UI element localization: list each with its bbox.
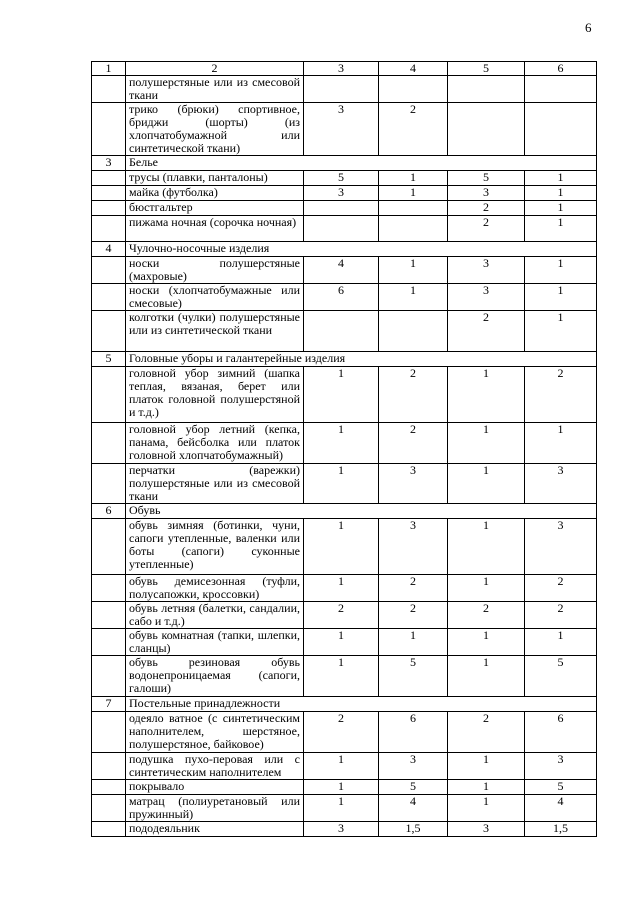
value-cell-col3 xyxy=(304,201,379,216)
value-cell-col5: 1 xyxy=(448,753,525,780)
table-row xyxy=(92,780,597,795)
value-cell-col4 xyxy=(379,76,448,103)
table-row xyxy=(92,103,597,156)
row-number-cell xyxy=(92,186,126,201)
value-cell-col5 xyxy=(448,103,525,156)
value-cell-col6: 1 xyxy=(525,186,597,201)
norms-table xyxy=(91,61,597,837)
table-row xyxy=(92,76,597,103)
value-cell-col5: 1 xyxy=(448,575,525,602)
item-name-cell: одеяло ватное (с синтетическим наполнителем, шерстяное, полушерстяное, байковое) xyxy=(126,712,304,753)
value-cell-col6: 1 xyxy=(525,311,597,352)
value-cell-col3: 2 xyxy=(304,712,379,753)
table-row xyxy=(92,201,597,216)
table-row xyxy=(92,367,597,423)
header-cell: 3 xyxy=(304,62,379,76)
value-cell-col6: 3 xyxy=(525,753,597,780)
value-cell-col3: 4 xyxy=(304,257,379,284)
row-number-cell xyxy=(92,822,126,837)
row-number-cell xyxy=(92,423,126,464)
item-name-cell: носки полушерстяные (махровые) xyxy=(126,257,304,284)
section-title: Белье xyxy=(126,156,597,171)
row-number-cell xyxy=(92,311,126,352)
value-cell-col3: 1 xyxy=(304,423,379,464)
value-cell-col3: 1 xyxy=(304,780,379,795)
value-cell-col3 xyxy=(304,311,379,352)
item-name-cell: майка (футболка) xyxy=(126,186,304,201)
header-cell: 6 xyxy=(525,62,597,76)
section-row xyxy=(92,156,597,171)
value-cell-col4: 2 xyxy=(379,423,448,464)
row-number-cell xyxy=(92,284,126,311)
value-cell-col4: 2 xyxy=(379,602,448,629)
row-number-cell xyxy=(92,780,126,795)
value-cell-col3: 1 xyxy=(304,629,379,656)
section-number: 6 xyxy=(92,504,126,519)
value-cell-col6 xyxy=(525,103,597,156)
table-row xyxy=(92,712,597,753)
value-cell-col3: 2 xyxy=(304,602,379,629)
item-name-cell: носки (хлопчатобумажные или смесовые) xyxy=(126,284,304,311)
value-cell-col3: 1 xyxy=(304,656,379,697)
row-number-cell xyxy=(92,76,126,103)
table-row xyxy=(92,464,597,504)
value-cell-col5: 1 xyxy=(448,795,525,822)
header-cell: 5 xyxy=(448,62,525,76)
value-cell-col4: 1 xyxy=(379,629,448,656)
value-cell-col3: 3 xyxy=(304,822,379,837)
section-title: Чулочно-носочные изделия xyxy=(126,242,597,257)
value-cell-col4: 1 xyxy=(379,171,448,186)
section-title: Обувь xyxy=(126,504,597,519)
table-row xyxy=(92,284,597,311)
value-cell-col3: 1 xyxy=(304,753,379,780)
value-cell-col4: 6 xyxy=(379,712,448,753)
value-cell-col4: 1,5 xyxy=(379,822,448,837)
value-cell-col6: 1 xyxy=(525,423,597,464)
value-cell-col5: 1 xyxy=(448,423,525,464)
table-row xyxy=(92,602,597,629)
table-row xyxy=(92,171,597,186)
section-row xyxy=(92,697,597,712)
table-row xyxy=(92,575,597,602)
value-cell-col5: 2 xyxy=(448,712,525,753)
section-row xyxy=(92,504,597,519)
table-row xyxy=(92,423,597,464)
row-number-cell xyxy=(92,464,126,504)
value-cell-col6: 1 xyxy=(525,284,597,311)
value-cell-col4: 1 xyxy=(379,257,448,284)
row-number-cell xyxy=(92,216,126,242)
row-number-cell xyxy=(92,656,126,697)
value-cell-col4 xyxy=(379,201,448,216)
value-cell-col6: 1 xyxy=(525,629,597,656)
row-number-cell xyxy=(92,519,126,575)
value-cell-col4: 4 xyxy=(379,795,448,822)
value-cell-col4: 2 xyxy=(379,103,448,156)
row-number-cell xyxy=(92,753,126,780)
table-row xyxy=(92,629,597,656)
value-cell-col4: 1 xyxy=(379,284,448,311)
value-cell-col4: 5 xyxy=(379,656,448,697)
value-cell-col6: 2 xyxy=(525,602,597,629)
value-cell-col5: 1 xyxy=(448,367,525,423)
item-name-cell: обувь летняя (балетки, сандалии, сабо и т.д.) xyxy=(126,602,304,629)
value-cell-col5: 3 xyxy=(448,186,525,201)
value-cell-col4: 3 xyxy=(379,753,448,780)
value-cell-col3 xyxy=(304,216,379,242)
value-cell-col6: 2 xyxy=(525,367,597,423)
value-cell-col4: 2 xyxy=(379,575,448,602)
value-cell-col5: 2 xyxy=(448,602,525,629)
row-number-cell xyxy=(92,171,126,186)
item-name-cell: перчатки (варежки) полушерстяные или из смесовой ткани xyxy=(126,464,304,504)
item-name-cell: головной убор летний (кепка, панама, бейсболка или платок головной хлопчатобумажный) xyxy=(126,423,304,464)
item-name-cell: обувь зимняя (ботинки, чуни, сапоги утепленные, валенки или боты (сапоги) суконные утепленные) xyxy=(126,519,304,575)
section-row xyxy=(92,352,597,367)
header-cell: 4 xyxy=(379,62,448,76)
value-cell-col3: 3 xyxy=(304,103,379,156)
value-cell-col5: 3 xyxy=(448,822,525,837)
header-cell: 1 xyxy=(92,62,126,76)
value-cell-col6: 1,5 xyxy=(525,822,597,837)
value-cell-col5: 1 xyxy=(448,629,525,656)
item-name-cell: полушерстяные или из смесовой ткани xyxy=(126,76,304,103)
value-cell-col6: 3 xyxy=(525,519,597,575)
value-cell-col5: 2 xyxy=(448,201,525,216)
header-cell: 2 xyxy=(126,62,304,76)
item-name-cell: пододеяльник xyxy=(126,822,304,837)
value-cell-col5: 1 xyxy=(448,519,525,575)
section-number: 5 xyxy=(92,352,126,367)
row-number-cell xyxy=(92,103,126,156)
value-cell-col4 xyxy=(379,216,448,242)
value-cell-col3: 1 xyxy=(304,464,379,504)
table-row xyxy=(92,753,597,780)
table-row xyxy=(92,822,597,837)
value-cell-col5: 5 xyxy=(448,171,525,186)
value-cell-col6: 2 xyxy=(525,575,597,602)
value-cell-col5: 1 xyxy=(448,656,525,697)
value-cell-col6: 1 xyxy=(525,257,597,284)
value-cell-col4 xyxy=(379,311,448,352)
item-name-cell: трико (брюки) спортивное, бриджи (шорты) (из хлопчатобумажной или синтетической ткани) xyxy=(126,103,304,156)
row-number-cell xyxy=(92,602,126,629)
value-cell-col6: 5 xyxy=(525,656,597,697)
section-title: Постельные принадлежности xyxy=(126,697,597,712)
value-cell-col5 xyxy=(448,76,525,103)
row-number-cell xyxy=(92,629,126,656)
value-cell-col6: 6 xyxy=(525,712,597,753)
item-name-cell: обувь комнатная (тапки, шлепки, сланцы) xyxy=(126,629,304,656)
table-row xyxy=(92,257,597,284)
section-title: Головные уборы и галантерейные изделия xyxy=(126,352,597,367)
row-number-cell xyxy=(92,201,126,216)
value-cell-col3: 6 xyxy=(304,284,379,311)
value-cell-col6: 1 xyxy=(525,201,597,216)
value-cell-col6 xyxy=(525,76,597,103)
value-cell-col6: 1 xyxy=(525,216,597,242)
value-cell-col3: 1 xyxy=(304,519,379,575)
section-number: 3 xyxy=(92,156,126,171)
section-number: 4 xyxy=(92,242,126,257)
value-cell-col6: 4 xyxy=(525,795,597,822)
row-number-cell xyxy=(92,575,126,602)
table-row xyxy=(92,216,597,242)
value-cell-col3 xyxy=(304,76,379,103)
value-cell-col3: 1 xyxy=(304,795,379,822)
table-header-row xyxy=(92,62,597,76)
page-number: 6 xyxy=(585,20,592,35)
item-name-cell: трусы (плавки, панталоны) xyxy=(126,171,304,186)
value-cell-col5: 2 xyxy=(448,311,525,352)
value-cell-col3: 1 xyxy=(304,367,379,423)
value-cell-col3: 3 xyxy=(304,186,379,201)
item-name-cell: обувь демисезонная (туфли, полусапожки, кроссовки) xyxy=(126,575,304,602)
item-name-cell: матрац (полиуретановый или пружинный) xyxy=(126,795,304,822)
table-row xyxy=(92,186,597,201)
value-cell-col4: 3 xyxy=(379,519,448,575)
value-cell-col5: 1 xyxy=(448,780,525,795)
section-number: 7 xyxy=(92,697,126,712)
item-name-cell: покрывало xyxy=(126,780,304,795)
value-cell-col4: 3 xyxy=(379,464,448,504)
value-cell-col5: 3 xyxy=(448,257,525,284)
item-name-cell: головной убор зимний (шапка теплая, вязаная, берет или платок головной полушерстяной и т.д.) xyxy=(126,367,304,423)
item-name-cell: колготки (чулки) полушерстяные или из синтетической ткани xyxy=(126,311,304,352)
item-name-cell: бюстгальтер xyxy=(126,201,304,216)
row-number-cell xyxy=(92,367,126,423)
table-row xyxy=(92,311,597,352)
table-row xyxy=(92,519,597,575)
value-cell-col6: 3 xyxy=(525,464,597,504)
value-cell-col5: 3 xyxy=(448,284,525,311)
row-number-cell xyxy=(92,712,126,753)
table-row xyxy=(92,795,597,822)
row-number-cell xyxy=(92,257,126,284)
value-cell-col3: 1 xyxy=(304,575,379,602)
item-name-cell: пижама ночная (сорочка ночная) xyxy=(126,216,304,242)
value-cell-col6: 5 xyxy=(525,780,597,795)
value-cell-col6: 1 xyxy=(525,171,597,186)
item-name-cell: обувь резиновая обувь водонепроницаемая (сапоги, галоши) xyxy=(126,656,304,697)
value-cell-col4: 2 xyxy=(379,367,448,423)
value-cell-col4: 5 xyxy=(379,780,448,795)
value-cell-col5: 2 xyxy=(448,216,525,242)
value-cell-col5: 1 xyxy=(448,464,525,504)
value-cell-col3: 5 xyxy=(304,171,379,186)
value-cell-col4: 1 xyxy=(379,186,448,201)
table-row xyxy=(92,656,597,697)
row-number-cell xyxy=(92,795,126,822)
section-row xyxy=(92,242,597,257)
item-name-cell: подушка пухо-перовая или с синтетическим наполнителем xyxy=(126,753,304,780)
